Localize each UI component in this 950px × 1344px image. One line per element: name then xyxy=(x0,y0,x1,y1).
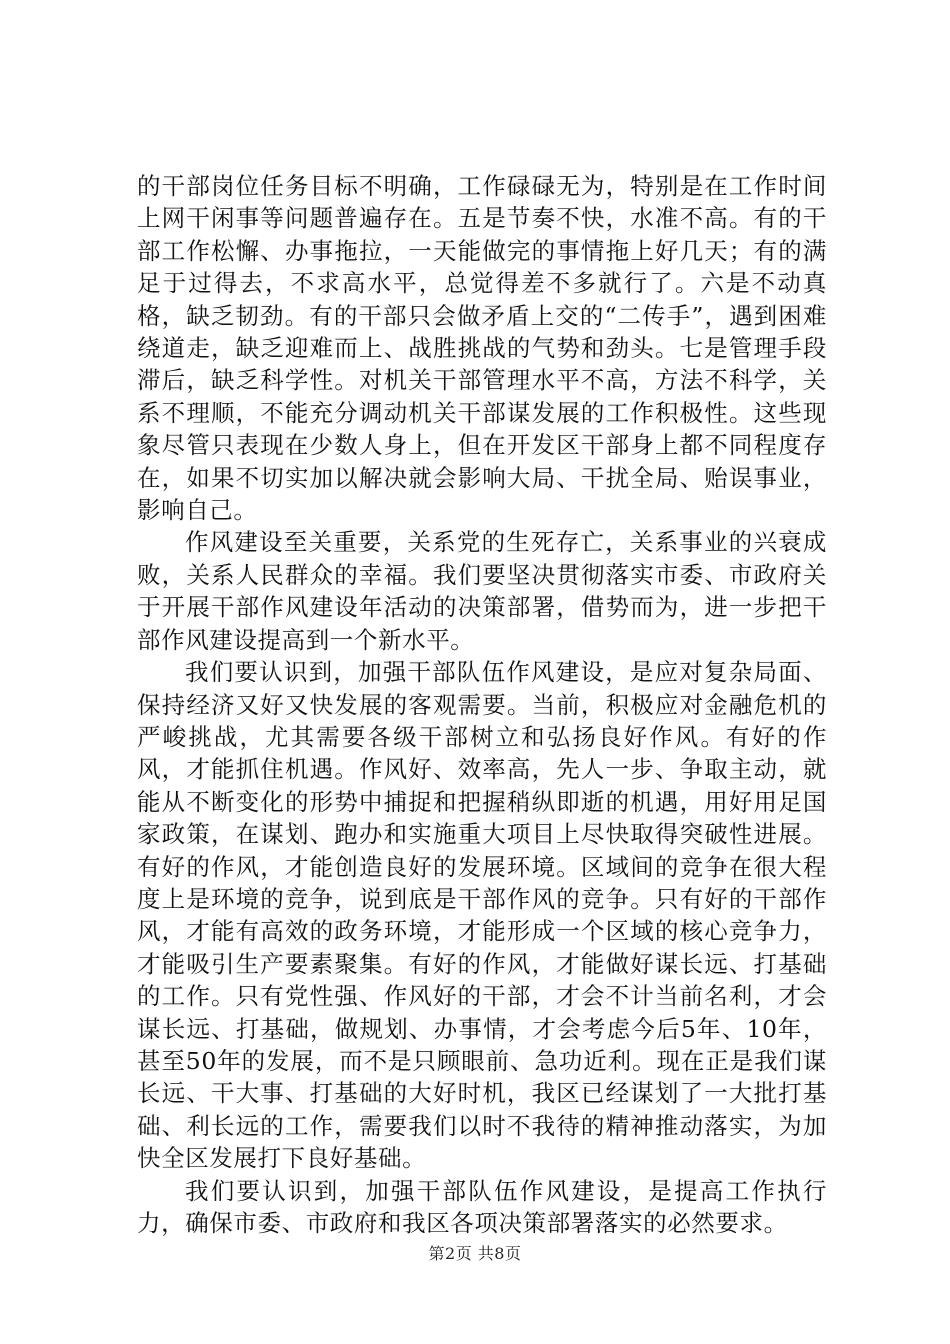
body-text xyxy=(137,170,827,1239)
paragraph-continued: 的干部岗位任务目标不明确，工作碌碌无为，特别是在工作时间上网干闲事等问题普遍存在。五是节奏不快，水准不高。有的干部工作松懈、办事拖拉，一天能做完的事情拖上好几天；有的满足于过得去，不求高水平，总觉得差不多就行了。六是不动真格，缺乏韧劲。有的干部只会做矛盾上交的“二传手”，遇到困难绕道走，缺乏迎难而上、战胜挑战的气势和劲头。七是管理手段滞后，缺乏科学性。对机关干部管理水平不高，方法不科学，关系不理顺，不能充分调动机关干部谋发展的工作积极性。这些现象尽管只表现在少数人身上，但在开发区干部身上都不同程度存在，如果不切实加以解决就会影响大局、干扰全局、贻误事业，影响自己。 xyxy=(137,172,827,525)
paragraph: 我们要认识到，加强干部队伍作风建设，是应对复杂局面、保持经济又好又快发展的客观需要。当前，积极应对金融危机的严峻挑战，尤其需要各级干部树立和弘扬良好作风。有好的作风，才能抓住机遇。作风好、效率高，先人一步、争取主动，就能从不断变化的形势中捕捉和把握稍纵即逝的机遇，用好用足国家政策，在谋划、跑办和实施重大项目上尽快取得突破性进展。有好的作风，才能创造良好的发展环境。区域间的竞争在很大程度上是环境的竞争，说到底是干部作风的竞争。只有好的干部作风，才能有高效的政务环境，才能形成一个区域的核心竞争力，才能吸引生产要素聚集。有好的作风，才能做好谋长远、打基础的工作。只有党性强、作风好的干部，才会不计当前名利，才会谋长远、打基础，做规划、办事情，才会考虑今后5年、10年，甚至50年的发展，而不是只顾眼前、急功近利。现在正是我们谋长远、干大事、打基础的大好时机，我区已经谋划了一大批打基础、利长远的工作，需要我们以时不我待的精神推动落实，为加快全区发展打下良好基础。 xyxy=(137,658,827,1173)
paragraph: 我们要认识到，加强干部队伍作风建设，是提高工作执行力，确保市委、市政府和我区各项决策部署落实的必然要求。 xyxy=(137,1176,827,1237)
page-footer: 第2页 共8页 xyxy=(428,1244,522,1263)
paragraph: 作风建设至关重要，关系党的生死存亡，关系事业的兴衰成败，关系人民群众的幸福。我们要坚决贯彻落实市委、市政府关于开展干部作风建设年活动的决策部署，借势而为，进一步把干部作风建设提高到一个新水平。 xyxy=(137,528,827,654)
